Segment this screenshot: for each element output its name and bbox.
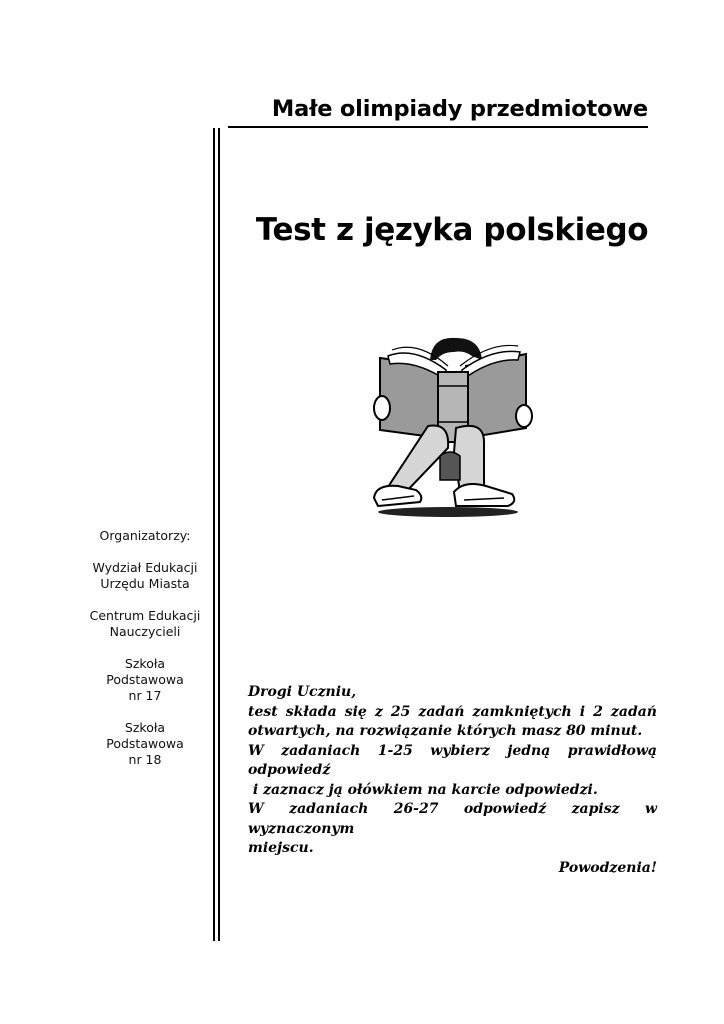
organizer-line: Nauczycieli	[109, 624, 181, 639]
organizer-line: Szkoła	[124, 656, 166, 671]
vertical-rule-left	[213, 128, 215, 941]
header-rule	[228, 126, 648, 128]
organizer-line: Podstawowa	[106, 672, 184, 687]
organizer-item	[82, 656, 208, 704]
instructions-letter	[248, 683, 657, 878]
vertical-rule-right	[218, 128, 220, 941]
organizers-sidebar	[82, 528, 208, 784]
page-title: Test z języka polskiego	[255, 212, 649, 248]
letter-closing: Powodzenia!	[558, 859, 657, 876]
letter-line: otwartych, na rozwiązanie których masz 80 minut.	[248, 723, 643, 739]
organizer-line: nr 17	[128, 688, 162, 703]
organizer-line: Szkoła	[124, 720, 166, 735]
letter-greeting: Drogi Uczniu,	[248, 684, 357, 700]
organizer-line: Centrum Edukacji	[89, 608, 201, 623]
letter-line: W zadaniach 1-25 wybierz jedną prawidłową odpowiedź	[248, 742, 657, 778]
organizer-line: Urzędu Miasta	[100, 576, 190, 591]
organizer-line: Podstawowa	[106, 736, 184, 751]
organizer-line: nr 18	[128, 752, 162, 767]
letter-line: miejscu.	[248, 840, 314, 856]
child-reading-book-icon	[368, 330, 538, 520]
organizer-line: Wydział Edukacji	[92, 560, 198, 575]
organizer-item	[82, 720, 208, 768]
letter-line: i zaznacz ją ołówkiem na karcie odpowiedzi.	[248, 781, 598, 798]
header-title: Małe olimpiady przedmiotowe	[271, 96, 648, 122]
organizer-item	[82, 608, 208, 640]
letter-line: test składa się z 25 zadań zamkniętych i 2 zadań	[248, 703, 657, 720]
organizers-heading: Organizatorzy:	[99, 528, 191, 543]
organizer-item	[82, 560, 208, 592]
letter-line: W zadaniach 26-27 odpowiedź zapisz w wyznaczonym	[248, 801, 657, 837]
